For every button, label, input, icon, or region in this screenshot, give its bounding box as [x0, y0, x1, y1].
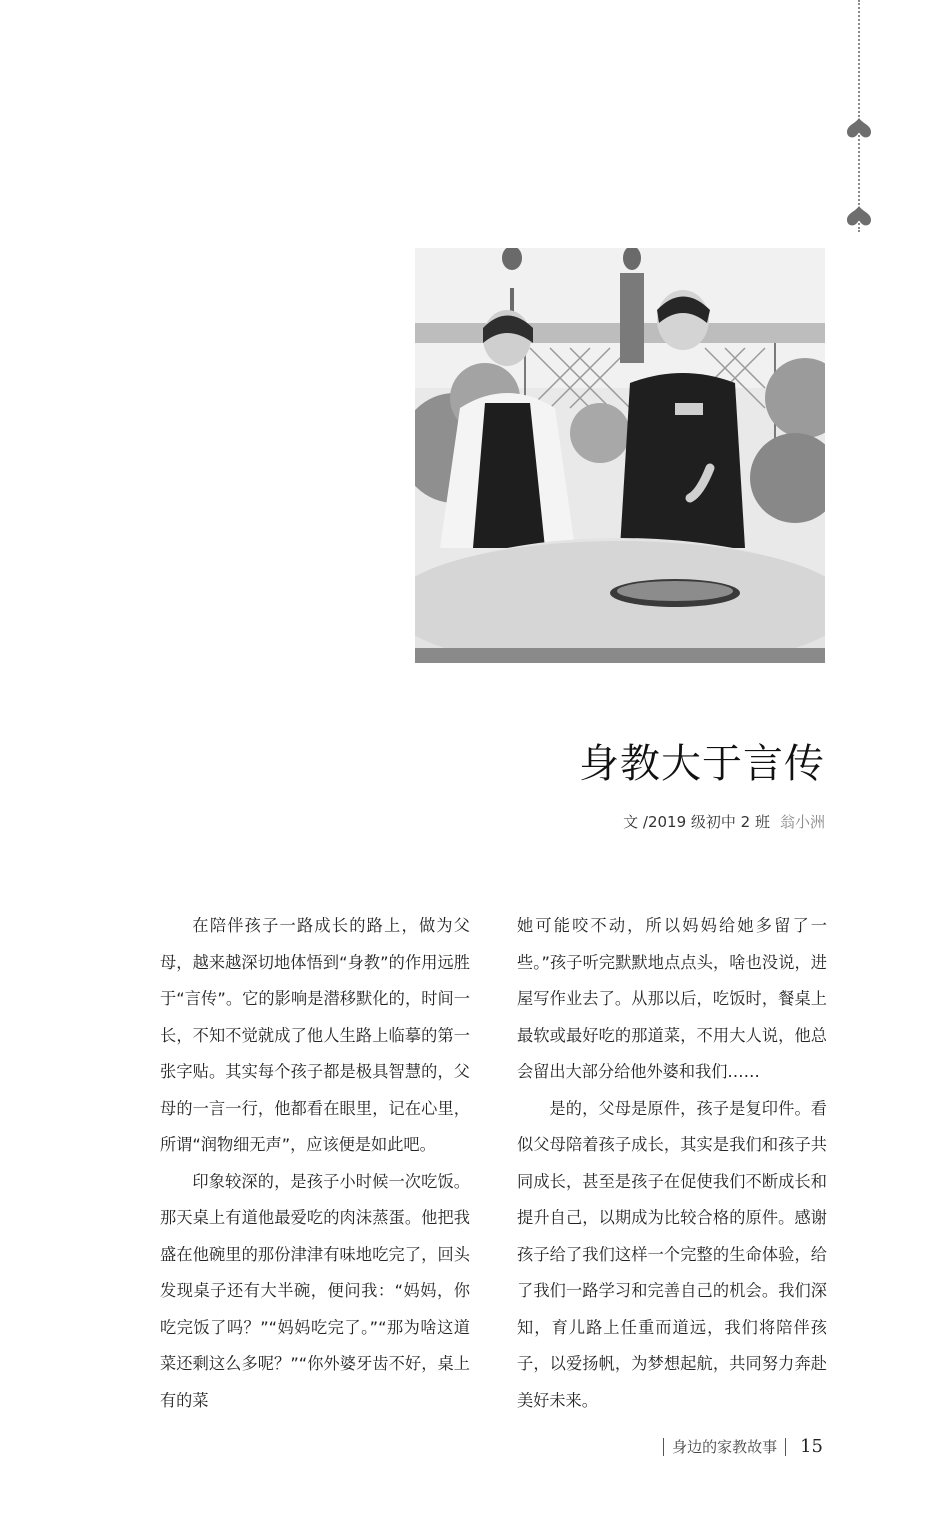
footer-section-name: 身边的家教故事 [672, 1438, 778, 1456]
article-title: 身教大于言传 [579, 741, 825, 787]
footer-divider [663, 1438, 664, 1456]
footer-divider [785, 1438, 786, 1456]
page-footer [655, 1436, 823, 1457]
photo-mother-and-son [415, 248, 825, 663]
author-name: 翁小洲 [779, 813, 825, 831]
article-body-right-column [517, 908, 827, 1419]
article-photo [415, 248, 825, 663]
byline [623, 811, 825, 832]
heart-icon [845, 116, 873, 144]
paragraph: 印象较深的，是孩子小时候一次吃饭。那天桌上有道他最爱吃的肉沫蒸蛋。他把我盛在他碗里的那份津津有味地吃完了，回头发现桌子还有大半碗，便问我：“妈妈，你吃完饭了吗？”“妈妈吃完了。”“那为啥这道菜还剩这么多呢？”“你外婆牙齿不好，桌上有的菜 [160, 1171, 470, 1410]
byline-prefix: 文 /2019 级初中 2 班 [623, 813, 770, 831]
paragraph: 在陪伴孩子一路成长的路上，做为父母，越来越深切地体悟到“身教”的作用远胜于“言传”。它的影响是潜移默化的，时间一长，不知不觉就成了他人生路上临摹的第一张字贴。其实每个孩子都是极具智慧的，父母的一言一行，他都看在眼里，记在心里，所谓“润物细无声”，应该便是如此吧。 [160, 916, 470, 1154]
paragraph: 她可能咬不动，所以妈妈给她多留了一些。”孩子听完默默地点点头，啥也没说，进屋写作业去了。从那以后，吃饭时，餐桌上最软或最好吃的那道菜，不用大人说，他总会留出大部分给他外婆和我们…… [517, 916, 827, 1081]
article-body-left-column [160, 908, 470, 1419]
page-number: 15 [800, 1436, 823, 1457]
paragraph: 是的，父母是原件，孩子是复印件。看似父母陪着孩子成长，其实是我们和孩子共同成长，甚至是孩子在促使我们不断成长和提升自己，以期成为比较合格的原件。感谢孩子给了我们这样一个完整的生命体验，给了我们一路学习和完善自己的机会。我们深知，育儿路上任重而道远，我们将陪伴孩子，以爱扬帆，为梦想起航，共同努力奔赴美好未来。 [517, 1098, 827, 1410]
heart-icon [845, 204, 873, 232]
